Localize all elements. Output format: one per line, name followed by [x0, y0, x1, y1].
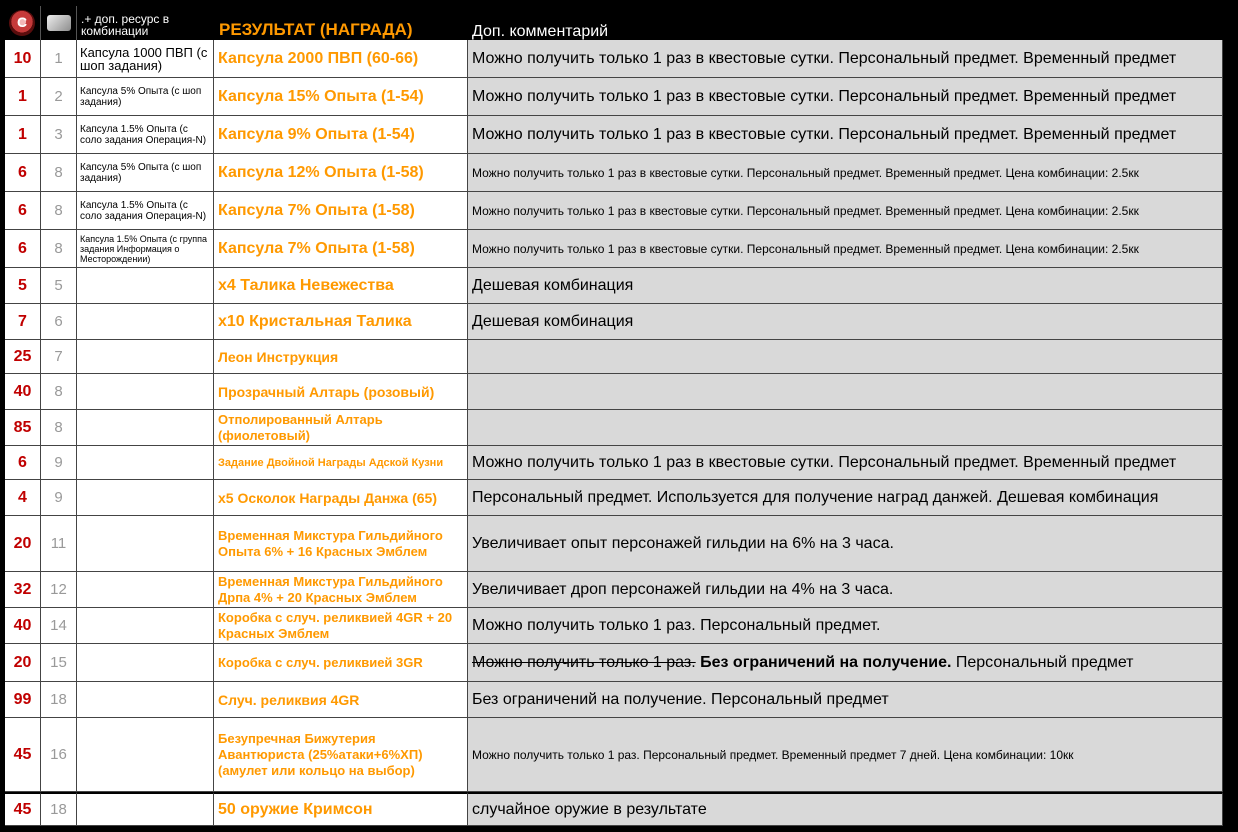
gem-count: 8 — [41, 374, 77, 410]
reward: Леон Инструкция — [214, 340, 468, 374]
gem-count: 9 — [41, 446, 77, 480]
comment: случайное оружие в результате — [468, 792, 1223, 826]
comment: Можно получить только 1 раз в квестовые сутки. Персональный предмет. Временный предмет. Цена комбинации: 2.5кк — [468, 154, 1223, 192]
red-count: 7 — [5, 304, 41, 340]
gem-count: 1 — [41, 40, 77, 78]
gem-count: 11 — [41, 516, 77, 572]
comment: Можно получить только 1 раз в квестовые сутки. Персональный предмет. Временный предмет — [468, 40, 1223, 78]
extra-resource: Капсула 1.5% Опыта (с соло задания Операция-N) — [77, 116, 214, 154]
red-count: 99 — [5, 682, 41, 718]
header-extra: .+ доп. ресурс в комбинации — [81, 12, 170, 38]
comment: Дешевая комбинация — [468, 304, 1223, 340]
red-count: 32 — [5, 572, 41, 608]
red-count: 6 — [5, 154, 41, 192]
reward: Капсула 12% Опыта (1-58) — [214, 154, 468, 192]
table-row — [5, 572, 1223, 608]
combination-table — [5, 6, 1223, 826]
reward: Временная Микстура Гильдийного Дрпа 4% + 20 Красных Эмблем — [214, 572, 468, 608]
table-row — [5, 154, 1223, 192]
comment: Увеличивает дроп персонажей гильдии на 4% на 3 часа. — [468, 572, 1223, 608]
comment-rest: Персональный предмет — [951, 653, 1134, 671]
comment: Можно получить только 1 раз в квестовые сутки. Персональный предмет. Временный предмет. Цена комбинации: 2.5кк — [468, 192, 1223, 230]
red-count: 20 — [5, 644, 41, 682]
gem-count: 8 — [41, 230, 77, 268]
crimson-emblem-icon: C — [9, 10, 35, 36]
gem-count: 18 — [41, 682, 77, 718]
reward: 50 оружие Кримсон — [214, 792, 468, 826]
comment-bold: Без ограничений на получение. — [695, 653, 952, 671]
red-count: 40 — [5, 374, 41, 410]
reward: Капсула 2000 ПВП (60-66) — [214, 40, 468, 78]
comment — [468, 374, 1223, 410]
comment — [468, 644, 1223, 682]
table-row — [5, 718, 1223, 792]
reward: Прозрачный Алтарь (розовый) — [214, 374, 468, 410]
reward: Капсула 15% Опыта (1-54) — [214, 78, 468, 116]
table-row — [5, 480, 1223, 516]
extra-resource — [77, 792, 214, 826]
comment: Можно получить только 1 раз в квестовые сутки. Персональный предмет. Временный предмет — [468, 116, 1223, 154]
gem-count: 12 — [41, 572, 77, 608]
comment: Дешевая комбинация — [468, 268, 1223, 304]
gem-count: 18 — [41, 792, 77, 826]
gem-count: 7 — [41, 340, 77, 374]
table-row — [5, 116, 1223, 154]
extra-resource — [77, 572, 214, 608]
header-gem-col — [41, 6, 77, 40]
gem-count: 6 — [41, 304, 77, 340]
extra-resource — [77, 304, 214, 340]
reward: Задание Двойной Награды Адской Кузни — [214, 446, 468, 480]
comment — [468, 340, 1223, 374]
gem-count: 15 — [41, 644, 77, 682]
extra-resource — [77, 374, 214, 410]
red-count: 6 — [5, 230, 41, 268]
reward: Капсула 7% Опыта (1-58) — [214, 192, 468, 230]
comment: Можно получить только 1 раз. Персональный предмет. — [468, 608, 1223, 644]
comment-strikethrough: Можно получить только 1 раз. — [472, 653, 696, 671]
table-row — [5, 40, 1223, 78]
table-row — [5, 340, 1223, 374]
table-header — [5, 6, 1223, 40]
comment: Увеличивает опыт персонажей гильдии на 6% на 3 часа. — [468, 516, 1223, 572]
reward: x5 Осколок Награды Данжа (65) — [214, 480, 468, 516]
table-row — [5, 682, 1223, 718]
gem-count: 16 — [41, 718, 77, 792]
extra-resource — [77, 718, 214, 792]
reward: x4 Талика Невежества — [214, 268, 468, 304]
header-red-col — [5, 6, 41, 40]
comment: Можно получить только 1 раз. Персональный предмет. Временный предмет 7 дней. Цена комбинации: 10кк — [468, 718, 1223, 792]
reward: Коробка с случ. реликвией 4GR + 20 Красных Эмблем — [214, 608, 468, 644]
comment: Можно получить только 1 раз в квестовые сутки. Персональный предмет. Временный предмет — [468, 446, 1223, 480]
gem-count: 9 — [41, 480, 77, 516]
table-row — [5, 516, 1223, 572]
extra-resource — [77, 268, 214, 304]
extra-resource — [77, 608, 214, 644]
header-comment: Доп. комментарий — [472, 23, 609, 40]
extra-resource — [77, 516, 214, 572]
table-row — [5, 230, 1223, 268]
header-result: РЕЗУЛЬТАТ (НАГРАДА) — [219, 20, 413, 39]
extra-resource: Капсула 5% Опыта (с шоп задания) — [77, 78, 214, 116]
extra-resource: Капсула 5% Опыта (с шоп задания) — [77, 154, 214, 192]
gem-count: 8 — [41, 192, 77, 230]
gem-count: 8 — [41, 154, 77, 192]
red-count: 6 — [5, 446, 41, 480]
comment: Можно получить только 1 раз в квестовые сутки. Персональный предмет. Временный предмет. Цена комбинации: 2.5кк — [468, 230, 1223, 268]
table-row — [5, 410, 1223, 446]
extra-resource — [77, 340, 214, 374]
comment: Можно получить только 1 раз в квестовые сутки. Персональный предмет. Временный предмет — [468, 78, 1223, 116]
reward: Безупречная Бижутерия Авантюриста (25%атаки+6%ХП)(амулет или кольцо на выбор) — [214, 718, 468, 792]
reward: Капсула 9% Опыта (1-54) — [214, 116, 468, 154]
red-count: 1 — [5, 116, 41, 154]
gem-count: 2 — [41, 78, 77, 116]
reward: Случ. реликвия 4GR — [214, 682, 468, 718]
gem-count: 8 — [41, 410, 77, 446]
table-row — [5, 608, 1223, 644]
red-count: 85 — [5, 410, 41, 446]
red-count: 6 — [5, 192, 41, 230]
gem-count: 5 — [41, 268, 77, 304]
red-count: 20 — [5, 516, 41, 572]
extra-resource: Капсула 1000 ПВП (с шоп задания) — [77, 40, 214, 78]
red-count: 40 — [5, 608, 41, 644]
table-row — [5, 192, 1223, 230]
red-count: 4 — [5, 480, 41, 516]
comment: Без ограничений на получение. Персональный предмет — [468, 682, 1223, 718]
extra-resource — [77, 644, 214, 682]
red-count: 10 — [5, 40, 41, 78]
table-row — [5, 78, 1223, 116]
gem-icon — [47, 15, 71, 31]
extra-resource — [77, 682, 214, 718]
comment — [468, 410, 1223, 446]
reward: Коробка с случ. реликвией 3GR — [214, 644, 468, 682]
comment: Персональный предмет. Используется для получение наград данжей. Дешевая комбинация — [468, 480, 1223, 516]
table-row — [5, 304, 1223, 340]
reward: Отполированный Алтарь (фиолетовый) — [214, 410, 468, 446]
extra-resource — [77, 480, 214, 516]
table-row — [5, 644, 1223, 682]
extra-resource: Капсула 1.5% Опыта (с соло задания Операция-N) — [77, 192, 214, 230]
red-count: 5 — [5, 268, 41, 304]
gem-count: 3 — [41, 116, 77, 154]
gem-count: 14 — [41, 608, 77, 644]
red-count: 25 — [5, 340, 41, 374]
table-row — [5, 268, 1223, 304]
extra-resource — [77, 446, 214, 480]
reward: x10 Кристальная Талика — [214, 304, 468, 340]
red-count: 45 — [5, 718, 41, 792]
table-row — [5, 446, 1223, 480]
extra-resource — [77, 410, 214, 446]
red-count: 1 — [5, 78, 41, 116]
extra-resource: Капсула 1.5% Опыта (с группа задания Информация о Месторождении) — [77, 230, 214, 268]
reward: Временная Микстура Гильдийного Опыта 6% + 16 Красных Эмблем — [214, 516, 468, 572]
table-row — [5, 374, 1223, 410]
red-count: 45 — [5, 792, 41, 826]
reward: Капсула 7% Опыта (1-58) — [214, 230, 468, 268]
table-row — [5, 792, 1223, 826]
